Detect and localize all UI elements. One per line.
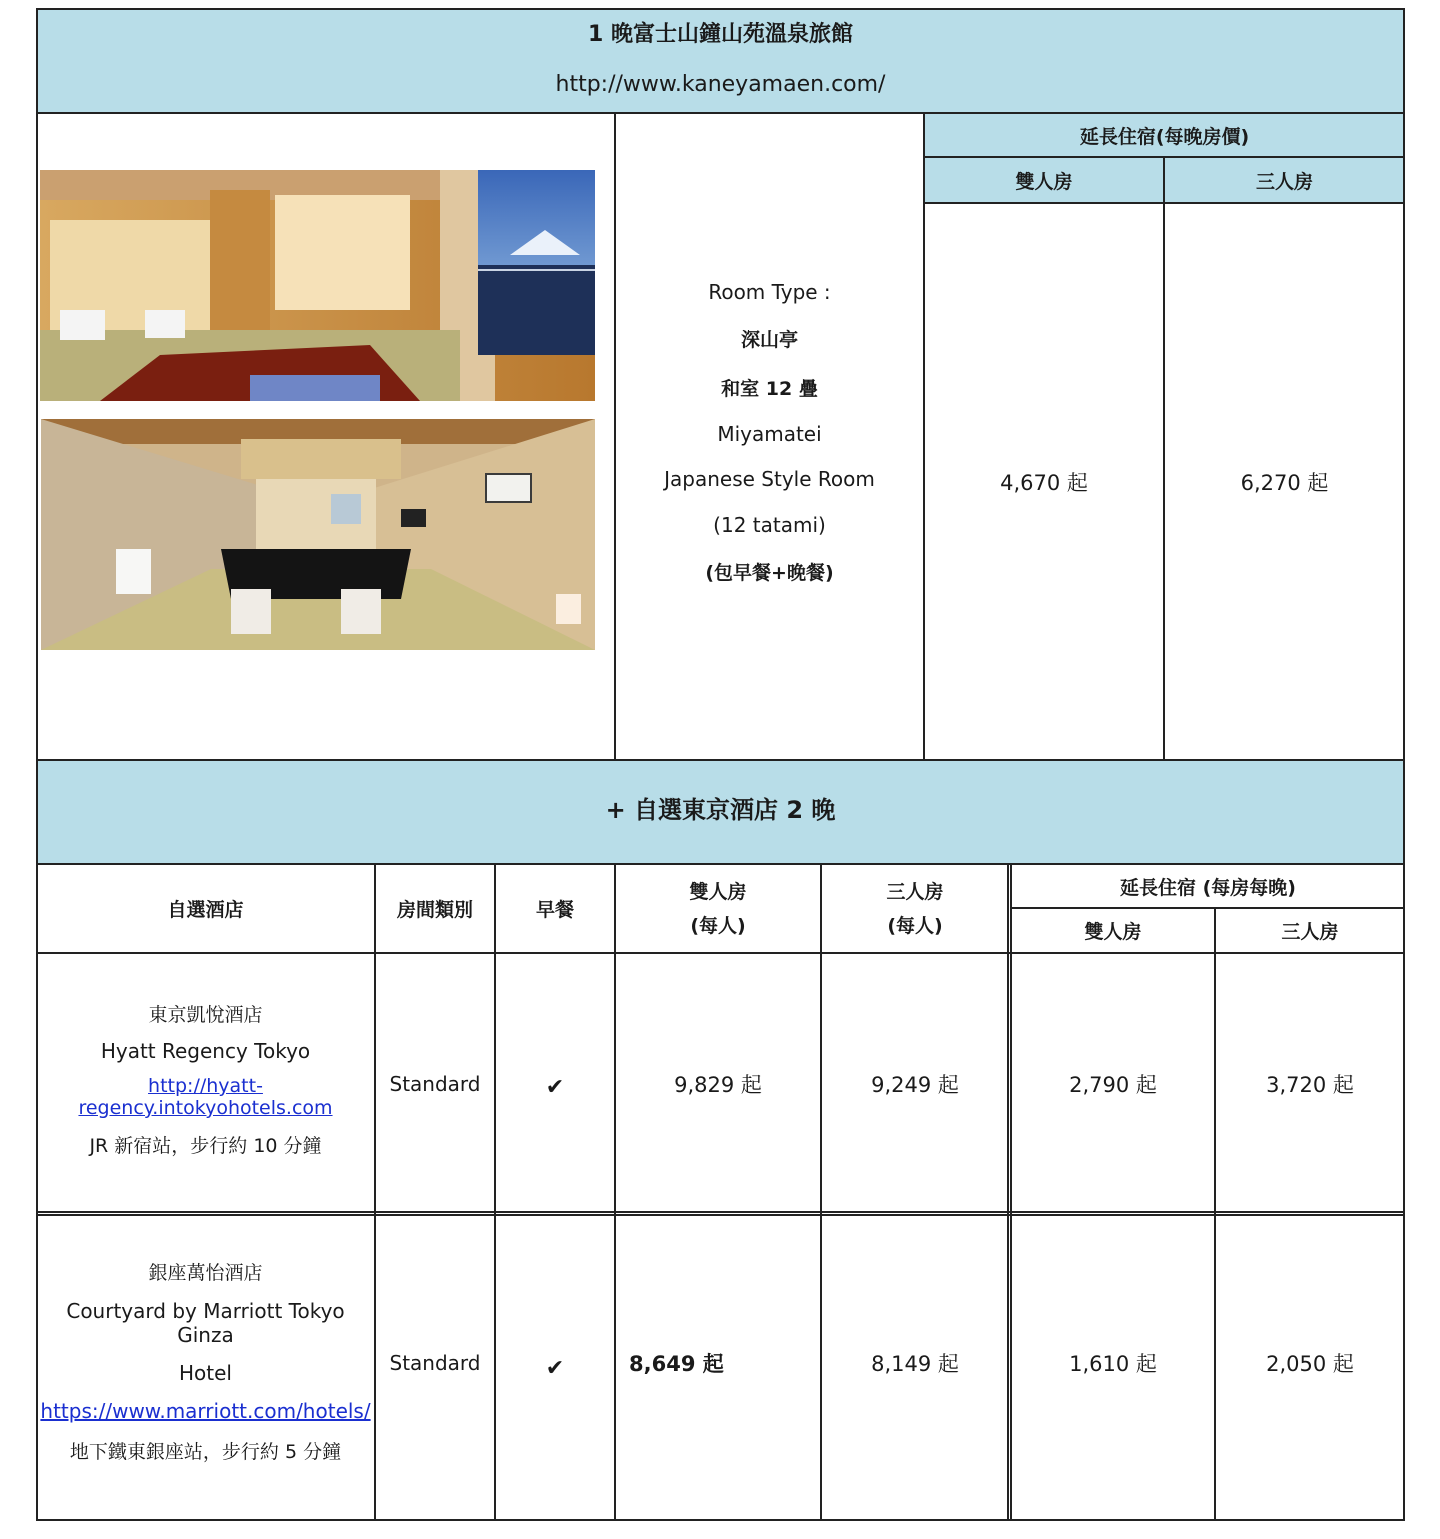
hotel-link[interactable]: https://www.marriott.com/hotels/ <box>40 1399 371 1423</box>
price-ext-double: 1,610 起 <box>1069 1352 1157 1376</box>
col-double <box>615 864 821 953</box>
table-border <box>36 8 1405 10</box>
table-row-hotel-1 <box>36 1000 375 1158</box>
col-ext-double: 雙人房 <box>1084 921 1142 943</box>
divider <box>1163 157 1165 760</box>
divider <box>36 863 1405 865</box>
divider <box>36 759 1405 761</box>
ryokan-room-photo-2 <box>41 419 595 650</box>
room-type-block <box>615 280 924 585</box>
col-double-l2: (每人) <box>690 914 746 937</box>
table-border <box>36 8 38 1521</box>
divider <box>36 1214 1405 1216</box>
tokyo-banner: + 自選東京酒店 2 晚 <box>605 795 836 824</box>
col-double-l1: 雙人房 <box>689 880 747 903</box>
breakfast-check-icon: ✔ <box>545 1355 565 1381</box>
ryokan-room-photo-1 <box>40 170 595 401</box>
col-breakfast: 早餐 <box>535 899 574 921</box>
divider <box>1010 864 1012 1520</box>
ryokan-col-triple: 三人房 <box>1255 170 1313 193</box>
divider <box>1007 864 1009 1520</box>
room-line: Japanese Style Room <box>664 467 875 492</box>
room-line: Miyamatei <box>717 421 822 446</box>
col-ext: 延長住宿 (每房每晚) <box>1120 876 1296 899</box>
divider <box>614 864 616 1520</box>
room-line: (12 tatami) <box>713 512 826 537</box>
col-triple-l1: 三人房 <box>886 880 944 903</box>
divider <box>36 112 1405 114</box>
ryokan-price-double: 4,670 起 <box>1000 470 1088 495</box>
hotel-access: 地下鐵東銀座站，步行約 5 分鐘 <box>69 1441 342 1463</box>
breakfast-check-icon: ✔ <box>545 1074 565 1100</box>
divider <box>494 864 496 1520</box>
divider <box>1214 908 1216 1520</box>
divider <box>374 864 376 1520</box>
hotel-name-en-line2: Hotel <box>179 1361 232 1385</box>
ryokan-ext-header: 延長住宿(每晚房價) <box>1079 125 1250 148</box>
price-ext-triple: 3,720 起 <box>1266 1073 1354 1097</box>
hotel-name-en-line1: Courtyard by Marriott Tokyo Ginza <box>66 1299 345 1347</box>
divider <box>923 113 925 760</box>
price-double: 8,649 起 <box>629 1352 724 1376</box>
col-room-type: 房間類別 <box>396 899 473 921</box>
room-line: Room Type : <box>708 280 831 304</box>
divider <box>820 864 822 1520</box>
divider <box>614 113 616 760</box>
col-hotel: 自選酒店 <box>167 899 244 921</box>
col-triple-l2: (每人) <box>887 914 943 937</box>
price-double: 9,829 起 <box>674 1073 762 1097</box>
col-triple <box>821 864 1009 953</box>
hotel-name-en: Hyatt Regency Tokyo <box>100 1039 311 1063</box>
hotel-name-zh: 東京凱悅酒店 <box>148 1004 263 1026</box>
price-ext-triple: 2,050 起 <box>1266 1352 1354 1376</box>
ryokan-url[interactable]: http://www.kaneyamaen.com/ <box>555 71 886 97</box>
room-line: (包早餐+晚餐) <box>705 561 834 584</box>
ryokan-url-wrap <box>36 66 1405 102</box>
table-row-hotel-2 <box>36 1258 375 1464</box>
room-line: 深山亭 <box>740 329 798 352</box>
hotel-link[interactable]: http://hyatt-regency.intokyohotels.com <box>78 1075 333 1119</box>
divider <box>36 952 1405 954</box>
room-line: 和室 12 疊 <box>721 377 818 400</box>
col-ext-triple: 三人房 <box>1281 921 1339 943</box>
ryokan-price-triple: 6,270 起 <box>1240 470 1329 495</box>
ryokan-col-double: 雙人房 <box>1015 170 1073 193</box>
price-triple: 9,249 起 <box>871 1073 959 1097</box>
price-ext-double: 2,790 起 <box>1069 1073 1157 1097</box>
divider <box>36 1211 1405 1213</box>
ryokan-title: 1 晚富士山鐘山苑溫泉旅館 <box>588 21 853 47</box>
table-border <box>1403 8 1405 1521</box>
table-border <box>36 1519 1405 1521</box>
room-type: Standard <box>389 1072 481 1096</box>
room-type: Standard <box>389 1351 481 1375</box>
hotel-access: JR 新宿站，步行約 10 分鐘 <box>89 1135 322 1157</box>
divider <box>1011 907 1405 909</box>
hotel-name-zh: 銀座萬怡酒店 <box>148 1262 263 1284</box>
price-triple: 8,149 起 <box>871 1352 959 1376</box>
